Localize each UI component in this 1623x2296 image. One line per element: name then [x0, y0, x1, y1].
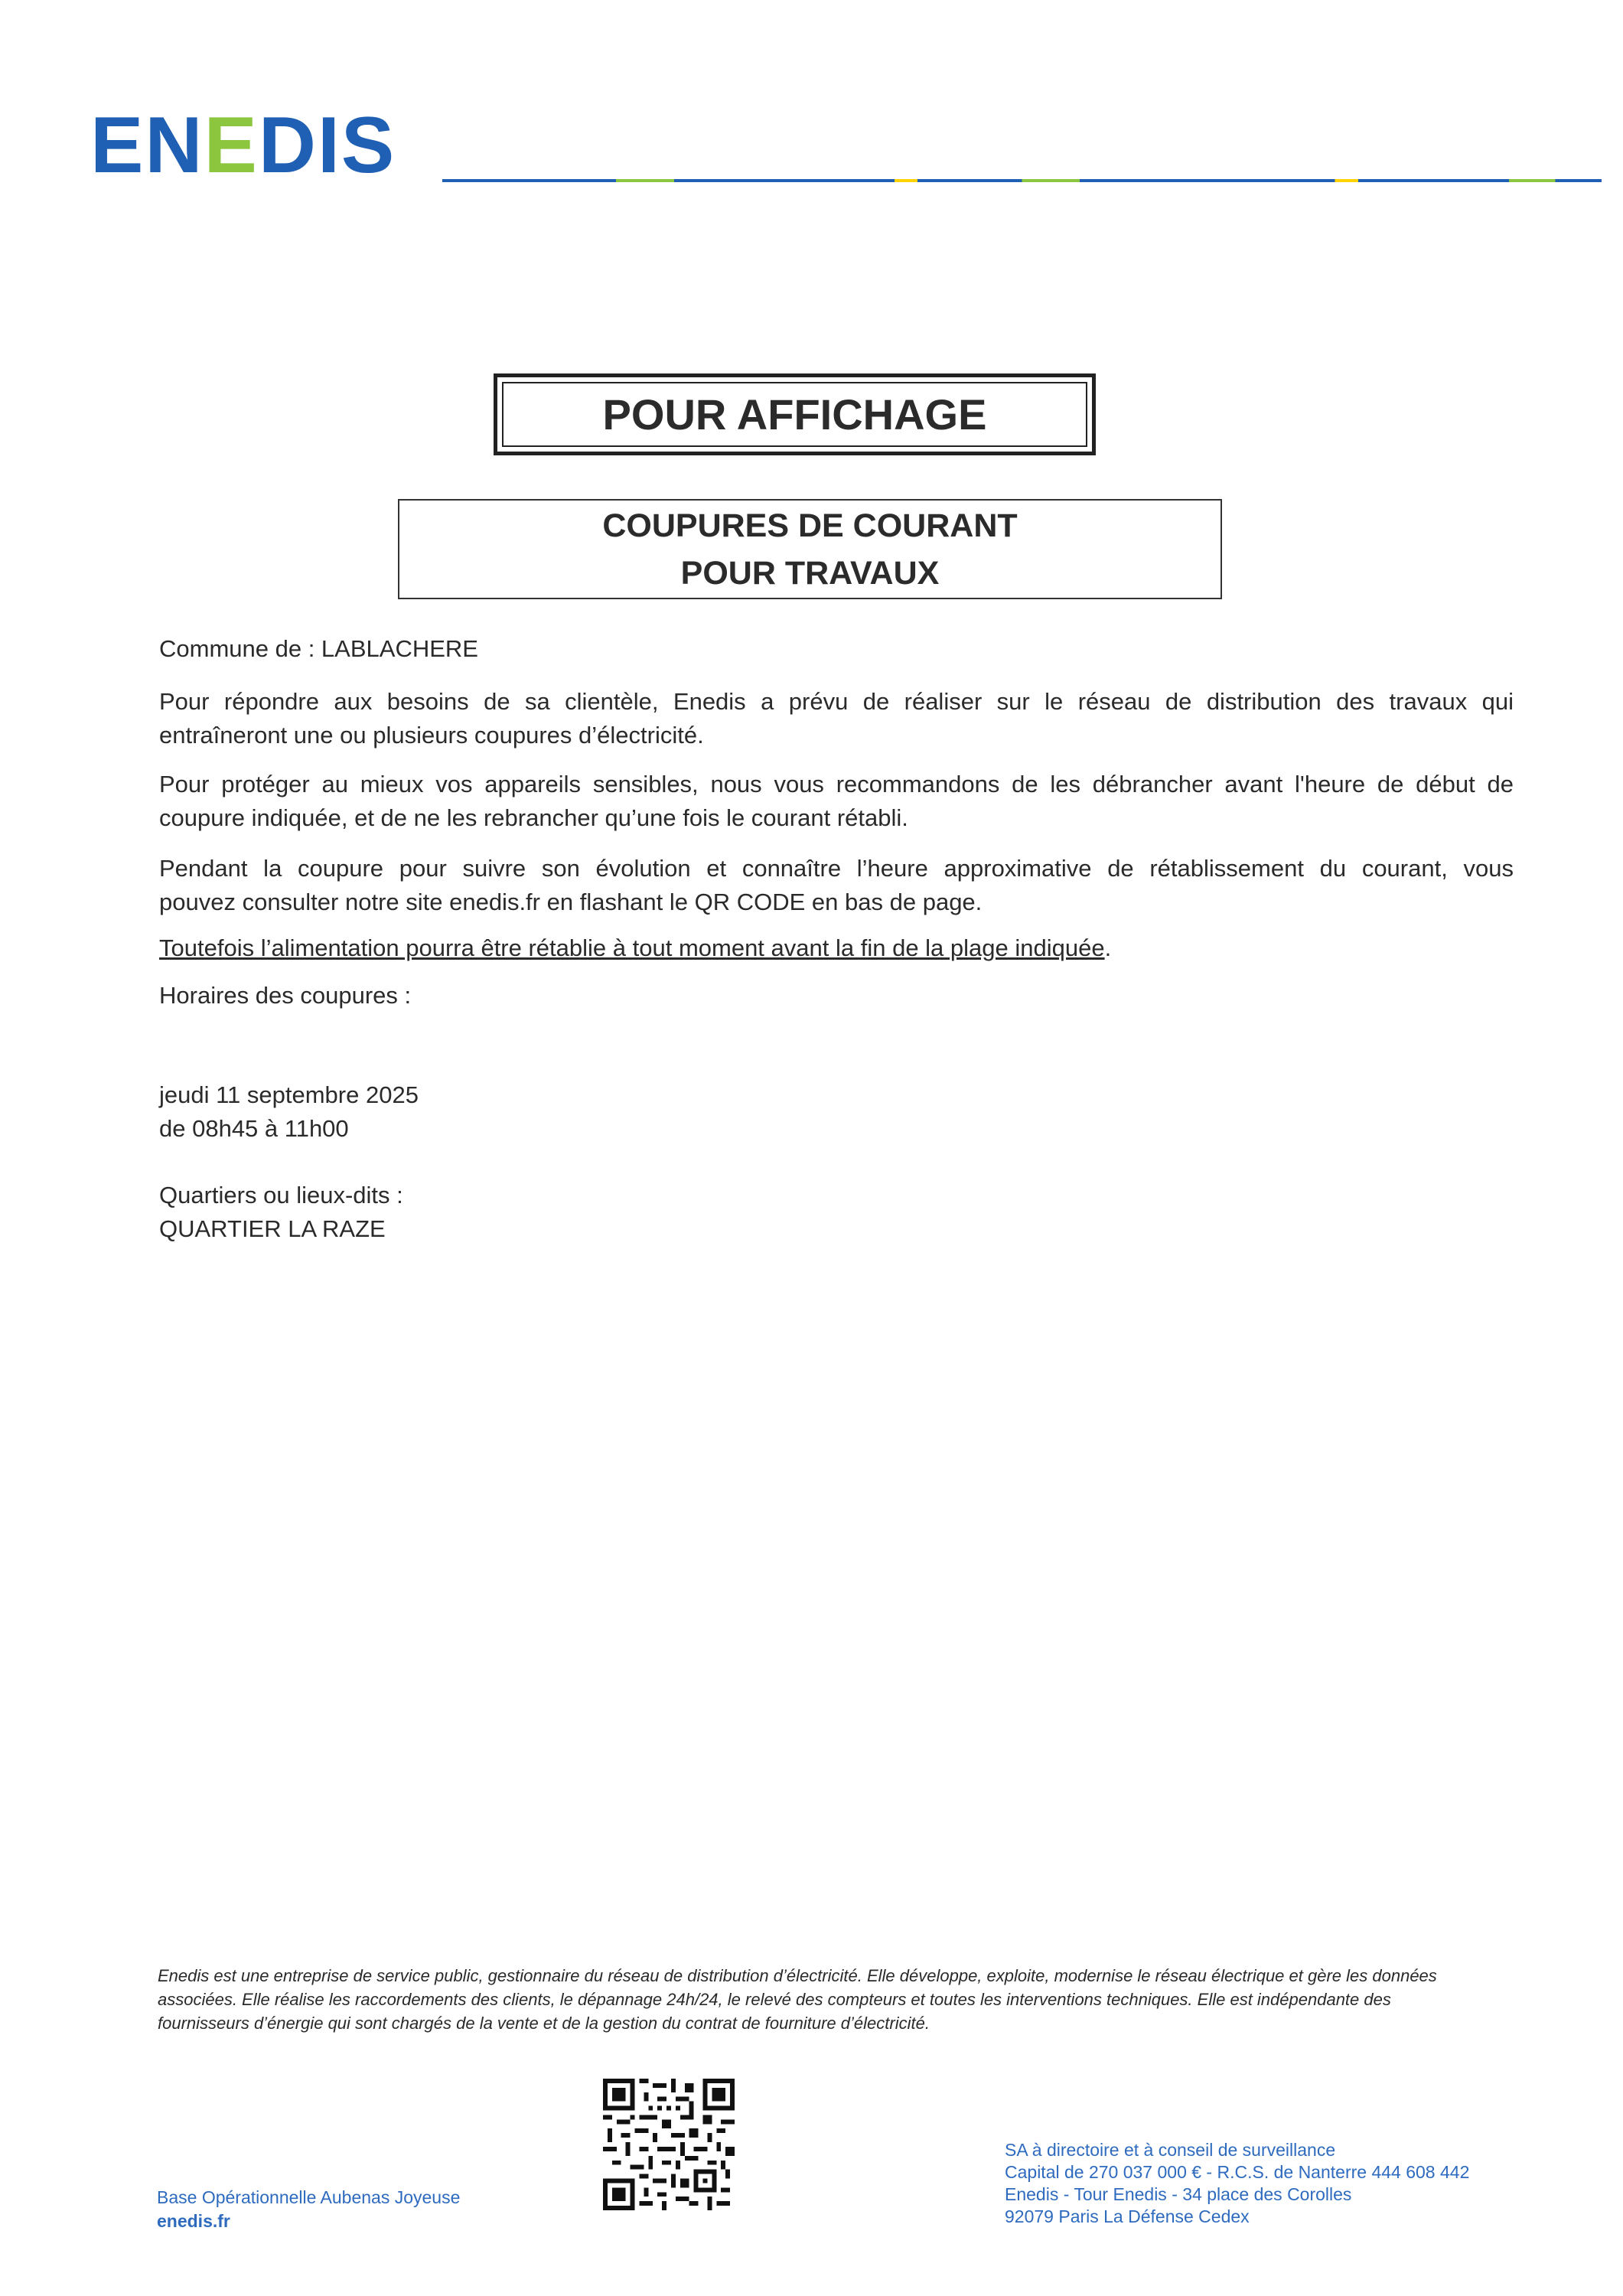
qr-code-icon[interactable]	[603, 2079, 735, 2210]
outage-date: jeudi 11 septembre 2025	[159, 1081, 419, 1108]
area-name: QUARTIER LA RAZE	[159, 1215, 386, 1242]
schedule-label: Horaires des coupures :	[159, 982, 412, 1009]
commune-line: Commune de : LABLACHERE	[159, 635, 478, 662]
legal-line2: associées. Elle réalise les raccordements des clients, le dépannage 24h/24, le relevé des compteurs et toutes les interventions techniques. Elle est indépendante des	[158, 1990, 1391, 2009]
warning-period: .	[1104, 934, 1112, 961]
outage-time: de 08h45 à 11h00	[159, 1115, 349, 1142]
company-line4: 92079 Paris La Défense Cedex	[1005, 2206, 1250, 2226]
legal-notice	[158, 1964, 1527, 2035]
header-rule	[442, 179, 1602, 182]
paragraph-1-line1: Pour répondre aux besoins de sa clientèle, Enedis a prévu de réaliser sur le réseau de distribution des travaux qui	[159, 688, 1514, 715]
logo-letter-d: D	[258, 101, 318, 190]
website-link[interactable]: enedis.fr	[157, 2211, 230, 2231]
company-info	[1005, 2139, 1469, 2228]
paragraph-3-line2: pouvez consulter notre site enedis.fr en flashant le QR CODE en bas de page.	[159, 889, 983, 915]
warning-text: Toutefois l’alimentation pourra être rétablie à tout moment avant la fin de la plage indiquée	[159, 934, 1105, 961]
coupures-title-box	[398, 499, 1222, 599]
enedis-logo	[90, 101, 396, 190]
pour-affichage-box	[494, 373, 1096, 455]
logo-letter-e1: E	[90, 101, 145, 190]
footer-left	[157, 2186, 460, 2233]
logo-letter-i: I	[317, 101, 341, 190]
coupures-title-line2: POUR TRAVAUX	[680, 554, 940, 592]
company-line3: Enedis - Tour Enedis - 34 place des Corolles	[1005, 2184, 1352, 2204]
logo-letter-s: S	[341, 101, 396, 190]
legal-line3: fournisseurs d’énergie qui sont chargés de la vente et de la gestion du contrat de fourniture d’électricité.	[158, 2014, 930, 2033]
base-operationnelle: Base Opérationnelle Aubenas Joyeuse	[157, 2187, 461, 2207]
warning-line	[159, 931, 1514, 965]
company-line1: SA à directoire et à conseil de surveillance	[1005, 2140, 1336, 2160]
areas-label: Quartiers ou lieux-dits :	[159, 1182, 403, 1208]
logo-letter-e2: E	[204, 101, 259, 190]
pour-affichage-label: POUR AFFICHAGE	[602, 390, 987, 439]
paragraph-3-line1: Pendant la coupure pour suivre son évolution et connaître l’heure approximative de rétablissement du courant, vous	[159, 855, 1514, 882]
logo-letter-n: N	[145, 101, 204, 190]
coupures-title-line1: COUPURES DE COURANT	[602, 507, 1018, 544]
pour-affichage-inner	[502, 382, 1087, 447]
legal-line1: Enedis est une entreprise de service public, gestionnaire du réseau de distribution d’électricité. Elle développe, exploite, modernise le réseau électrique et gère les données	[158, 1966, 1437, 1985]
company-line2: Capital de 270 037 000 € - R.C.S. de Nanterre 444 608 442	[1005, 2162, 1470, 2182]
paragraph-2-line1: Pour protéger au mieux vos appareils sensibles, nous vous recommandons de les débrancher avant l'heure de début de	[159, 771, 1514, 797]
paragraph-2-line2: coupure indiquée, et de ne les rebrancher qu’une fois le courant rétabli.	[159, 804, 908, 831]
paragraph-3	[159, 852, 1514, 919]
paragraph-2	[159, 768, 1514, 835]
paragraph-1	[159, 685, 1514, 752]
paragraph-1-line2: entraîneront une ou plusieurs coupures d’électricité.	[159, 722, 704, 748]
